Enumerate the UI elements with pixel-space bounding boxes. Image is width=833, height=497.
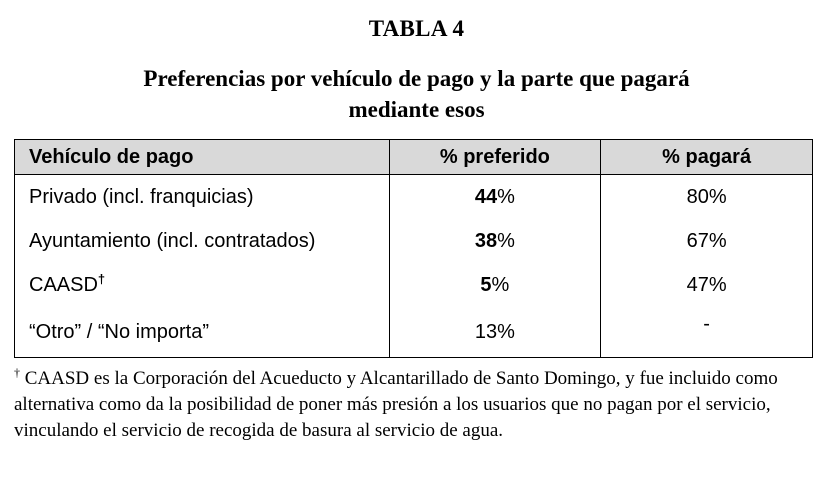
dagger-mark: †: [97, 270, 106, 286]
payment-vehicle-table: [14, 139, 813, 358]
cell-preferred-value: 44: [474, 185, 498, 208]
table-subtitle: [0, 63, 833, 125]
table-title: TABLA 4: [368, 16, 465, 41]
table-row: [15, 219, 813, 263]
cell-pay: 67%: [601, 219, 813, 263]
header-preferred: % preferido: [389, 140, 601, 175]
cell-preferred: [389, 175, 601, 220]
footnote-mark: †: [14, 365, 20, 380]
cell-vehicle: [15, 263, 390, 307]
table-header-row: [15, 140, 813, 175]
cell-preferred-unit: %: [491, 273, 510, 296]
cell-preferred: [389, 263, 601, 307]
cell-preferred-unit: %: [497, 185, 515, 208]
table-row: [15, 175, 813, 220]
cell-pay: 47%: [601, 263, 813, 307]
cell-vehicle: Privado (incl. franquicias): [15, 175, 390, 220]
cell-preferred-value: 5: [480, 273, 492, 296]
cell-preferred-value: 38: [474, 229, 498, 252]
cell-vehicle: Ayuntamiento (incl. contratados): [15, 219, 390, 263]
footnote-text: CAASD es la Corporación del Acueducto y Alcantarillado de Santo Domingo, y fue incluido como alternativa como da la posibilidad de poner más presión a los usuarios que no pagan por el servicio, vinculando el servicio de recogida de basura al servicio de agua.: [14, 368, 778, 441]
footnote: [14, 366, 819, 444]
table-row: [15, 307, 813, 358]
cell-preferred-unit: %: [497, 229, 515, 252]
cell-preferred: 13%: [389, 307, 601, 358]
cell-vehicle: “Otro” / “No importa”: [15, 307, 390, 358]
cell-vehicle-text: CAASD: [29, 273, 98, 296]
cell-pay: -: [601, 307, 813, 358]
cell-preferred: [389, 219, 601, 263]
header-pay: % pagará: [601, 140, 813, 175]
subtitle-line-2: mediante esos: [348, 97, 485, 122]
header-vehicle: Vehículo de pago: [15, 140, 390, 175]
table-row: [15, 263, 813, 307]
cell-pay: 80%: [601, 175, 813, 220]
subtitle-line-1: Preferencias por vehículo de pago y la parte que pagará: [143, 66, 690, 91]
